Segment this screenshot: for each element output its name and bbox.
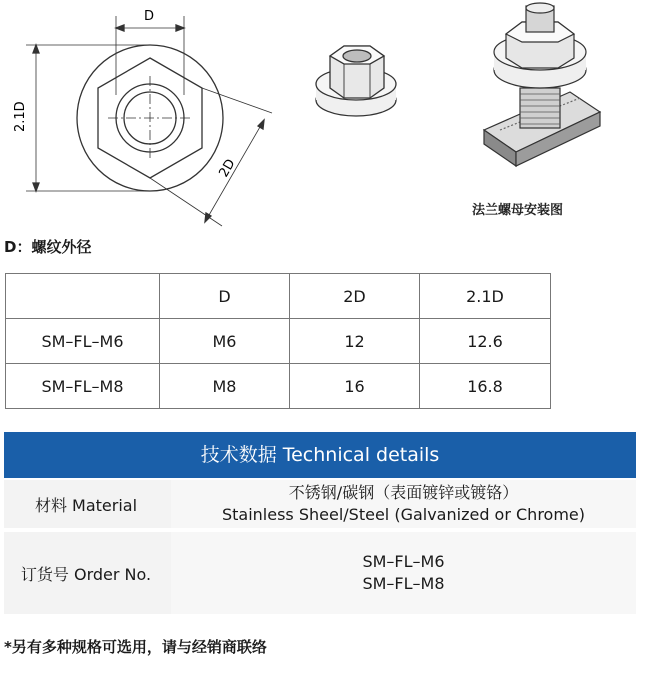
- table-header-cell: [6, 274, 160, 319]
- table-cell: M8: [160, 364, 290, 409]
- dim-label-21d: 2.1D: [13, 101, 28, 132]
- technical-details-section: [4, 432, 636, 614]
- table-cell: SM–FL–M6: [6, 319, 160, 364]
- thread-diameter-note: D：螺纹外径: [4, 238, 92, 256]
- table-header-cell: D: [160, 274, 290, 319]
- nut-front-view: [26, 16, 272, 226]
- installed-nut-3d: [484, 3, 600, 166]
- table-cell: 16.8: [420, 364, 551, 409]
- flange-nut-3d: [316, 46, 396, 116]
- order-label: 订货号 Order No.: [20, 564, 152, 584]
- table-cell: 16: [290, 364, 420, 409]
- table-cell: 12: [290, 319, 420, 364]
- material-row: [4, 480, 636, 528]
- order-row: [4, 532, 636, 614]
- dim-label-d: D: [144, 9, 155, 24]
- drawing-caption: 法兰螺母安装图: [472, 203, 564, 218]
- table-row: [6, 364, 551, 409]
- table-cell: 12.6: [420, 319, 551, 364]
- table-header-row: [6, 274, 551, 319]
- order-number: SM–FL–M8: [362, 574, 445, 593]
- dim-label-2d: 2D: [216, 156, 239, 180]
- table-header-cell: 2D: [290, 274, 420, 319]
- table-header-cell: 2.1D: [420, 274, 551, 319]
- material-label: 材料 Material: [34, 495, 138, 515]
- table-row: [6, 319, 551, 364]
- footnote: *另有多种规格可选用，请与经销商联络: [4, 638, 267, 656]
- material-value: [171, 480, 636, 528]
- order-value: [171, 532, 636, 614]
- table-cell: SM–FL–M8: [6, 364, 160, 409]
- dimensions-table: [5, 273, 551, 409]
- order-number: SM–FL–M6: [362, 552, 445, 571]
- material-value-en: Stainless Sheel/Steel (Galvanized or Chrome): [221, 505, 586, 524]
- table-cell: M6: [160, 319, 290, 364]
- technical-drawing: [0, 0, 651, 230]
- material-value-cn: 不锈钢/碳钢（表面镀锌或镀铬）: [288, 483, 519, 502]
- technical-details-header: 技术数据 Technical details: [4, 432, 636, 478]
